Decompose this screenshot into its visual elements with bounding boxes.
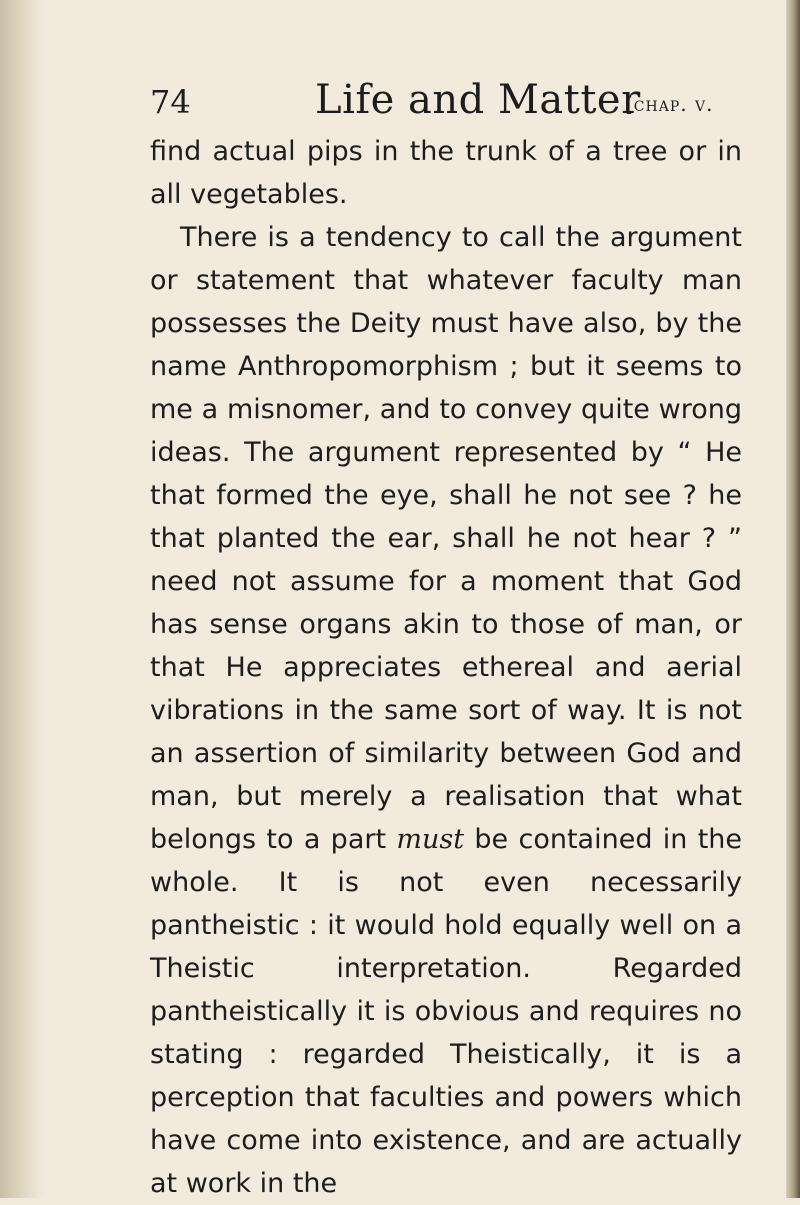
chapter-reference: [chap. v. bbox=[625, 92, 714, 116]
page-number: 74 bbox=[150, 83, 191, 121]
paragraph-continuation: find actual pips in the trunk of a tree or in all vegetables. bbox=[150, 136, 742, 210]
body-text bbox=[150, 130, 742, 1205]
paragraph-anthropomorphism bbox=[150, 216, 742, 1205]
italic-emphasis: must bbox=[396, 824, 465, 855]
running-title: Life and Matter bbox=[315, 77, 641, 123]
paragraph-text-start: There is a tendency to call the argument or statement that whatever faculty man possesses the Deity must have also, by the name Anthropomorphism ; but it seems to me a misnomer, and to convey quite wrong ideas. The argument represented by “ He that formed the eye, shall he not see ? he that planted the ear, shall he not hear ? ” need not assume for a moment that God has sense organs akin to those of man, or that He appreciates ethereal and aerial vibrations in the same sort of way. It is not an assertion of similarity between God and man, but merely a realisation that what belongs to a part bbox=[150, 222, 742, 855]
paragraph-text-end: be contained in the whole. It is not even necessarily pantheistic : it would hold equally well on a Theistic interpretation. Regarded pantheistically it is obvious and requires no stating : regarded Theistically, it is a perception that faculties and powers which have come into existence, and are actually at work in the bbox=[150, 824, 743, 1199]
page-header bbox=[150, 78, 770, 128]
